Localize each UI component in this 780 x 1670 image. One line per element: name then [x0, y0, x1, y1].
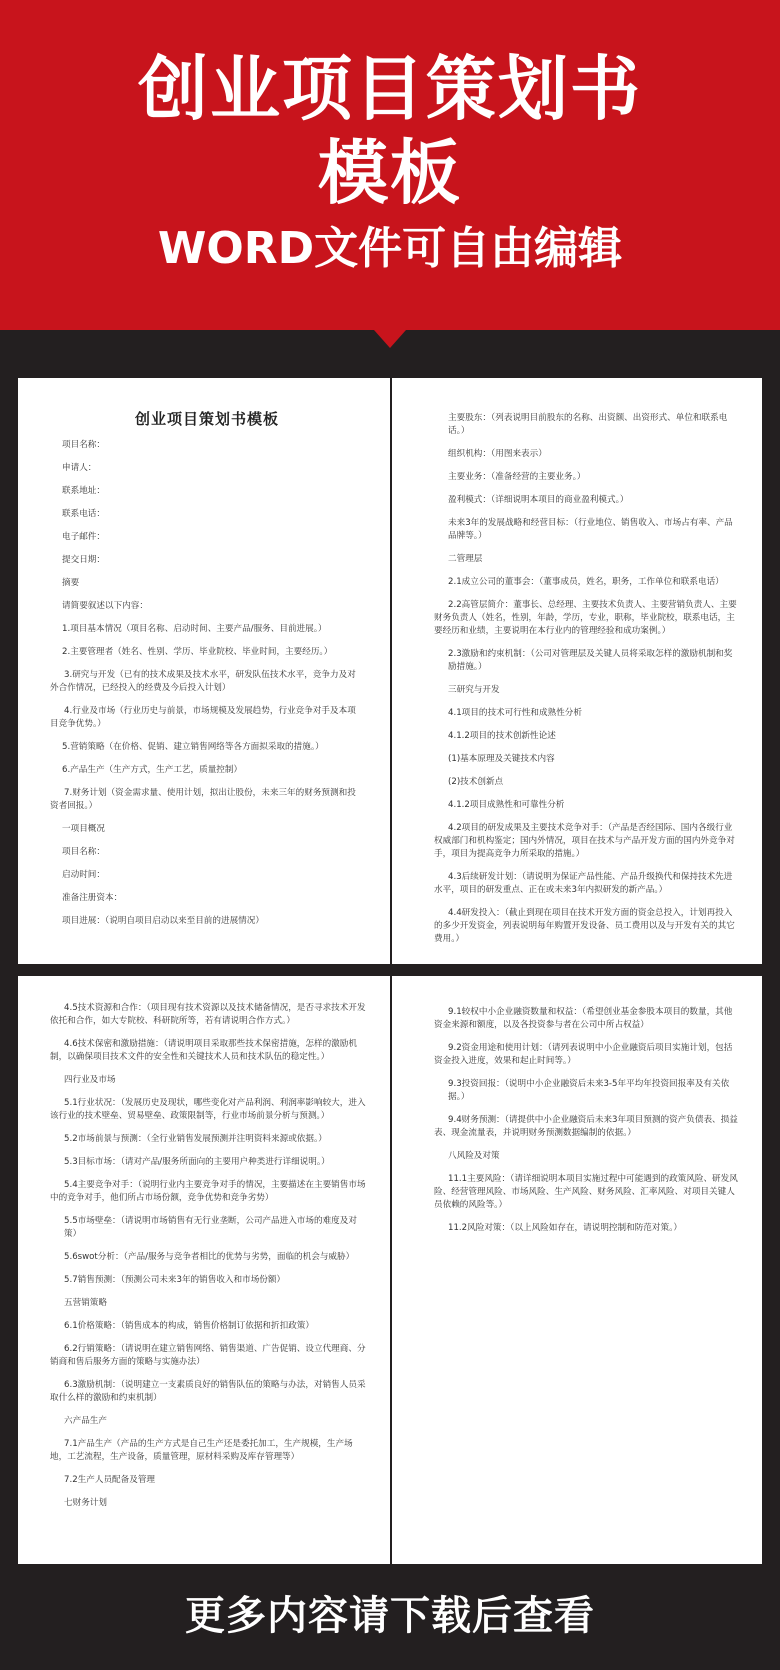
page-line: 2.3激励和约束机制：（公司对管理层及关键人员将采取怎样的激励机制和奖励措施。）: [448, 649, 733, 672]
document-title: 创业项目策划书模板: [134, 410, 279, 428]
page-line: 申请人：: [62, 463, 97, 473]
page-line: 七财务计划: [64, 1498, 107, 1508]
page-line: 5.营销策略（在价格、促销、建立销售网络等各方面拟采取的措施。）: [62, 742, 324, 752]
page-line: 盈利模式：（详细说明本项目的商业盈利模式。）: [448, 495, 629, 505]
page-line: 4.行业及市场（行业历史与前景，市场规模及发展趋势，行业竞争对手及本项目竞争优势。）: [50, 706, 356, 729]
page-line: 11.2风险对策：（以上风险如存在，请说明控制和防范对策。）: [448, 1223, 682, 1233]
page-line: 联系地址：: [62, 486, 105, 496]
document-page-2: [392, 378, 762, 964]
banner-title-line1: 创业项目策划书: [138, 48, 642, 130]
page-line: 主要股东：（列表说明目前股东的名称、出资额、出资形式、单位和联系电话。）: [448, 413, 728, 436]
page-line: 摘要: [62, 578, 80, 588]
page-line: 6.1价格策略：（销售成本的构成，销售价格制订依据和折扣政策）: [64, 1321, 314, 1331]
document-page-4: [392, 976, 762, 1564]
page-line: 5.2市场前景与预测：（全行业销售发展预测并注明资料来源或依据。）: [64, 1134, 327, 1144]
page-line: 6.3激励机制：（说明建立一支素质良好的销售队伍的策略与办法，对销售人员采取什么样的激励和约束机制）: [50, 1380, 366, 1403]
page-line: 6.产品生产（生产方式，生产工艺，质量控制）: [62, 765, 243, 775]
page-line: 5.7销售预测：（预测公司未来3年的销售收入和市场份额）: [64, 1275, 286, 1285]
header-banner: [0, 0, 780, 330]
page-line: 电子邮件：: [62, 532, 105, 542]
page-line: 3.研究与开发（已有的技术成果及技术水平，研发队伍技术水平，竞争力及对外合作情况，已经投入的经费及今后投入计划）: [50, 670, 356, 693]
banner-title-line2: 模板: [318, 132, 462, 214]
document-page-3: [18, 976, 390, 1564]
page-line: 提交日期：: [62, 555, 105, 565]
page-line: 2.2高管层简介：董事长、总经理、主要技术负责人、主要营销负责人、主要财务负责人（姓名，性别，年龄，学历，专业，职称，毕业院校，联系电话，主要经历和业绩，主要说明在本行业内的管理经验和成功案例。）: [434, 600, 737, 636]
page-line: 请简要叙述以下内容：: [62, 601, 148, 611]
page-line: 项目名称：: [62, 847, 105, 857]
page-line: 7.2生产人员配备及管理: [64, 1475, 156, 1485]
page-line: 准备注册资本：: [62, 893, 123, 903]
page-line: 项目名称：: [62, 440, 105, 450]
banner-subtitle: WORD文件可自由编辑: [157, 223, 623, 274]
page-line: 四行业及市场: [64, 1075, 116, 1085]
page-line: 5.6swot分析：（产品/服务与竞争者相比的优势与劣势，面临的机会与威胁）: [64, 1252, 355, 1262]
page-line: 5.4主要竞争对手：（说明行业内主要竞争对手的情况，主要描述在主要销售市场中的竞争对手，他们所占市场份额，竞争优势和竞争劣势）: [50, 1180, 366, 1203]
page-line: 9.1较权中小企业融资数量和权益：（希望创业基金参股本项目的数量，其他资金来源和额度，以及各投资参与者在公司中所占权益）: [434, 1007, 733, 1030]
page-line: 5.5市场壁垒：（请说明市场销售有无行业垄断，公司产品进入市场的难度及对策）: [64, 1216, 357, 1239]
page-line: 4.1.2项目的技术创新性论述: [448, 731, 556, 741]
page-line: 主要业务：（准备经营的主要业务。）: [448, 472, 586, 482]
page-line: (2)技术创新点: [448, 777, 504, 787]
page-line: 一项目概况: [62, 824, 105, 834]
page-line: 4.2项目的研发成果及主要技术竞争对手：（产品是否经国际、国内各级行业权威部门和机构鉴定；国内外情况，项目在技术与产品开发方面的国内外竞争对手，项目为提高竞争力所采取的措施。）: [434, 823, 735, 859]
download-hint: 更多内容请下载后查看: [185, 1593, 595, 1639]
page-line: 未来3年的发展战略和经营目标：（行业地位、销售收入、市场占有率、产品品牌等。）: [448, 518, 733, 541]
page-line: 5.1行业状况：（发展历史及现状，哪些变化对产品利润、利润率影响较大，进入该行业的技术壁垒、贸易壁垒、政策限制等，行业市场前景分析与预测。）: [50, 1098, 366, 1121]
page-line: 11.1主要风险：（请详细说明本项目实施过程中可能遇到的政策风险、研发风险、经营管理风险、市场风险、生产风险、财务风险、汇率风险、对项目关键人员依赖的风险等。）: [434, 1174, 738, 1210]
page-line: 三研究与开发: [448, 685, 500, 695]
page-line: 五营销策略: [64, 1298, 107, 1308]
page-line: 9.3投资回报：（说明中小企业融资后未来3-5年平均年投资回报率及有关依据。）: [448, 1079, 730, 1102]
page-line: 2.1成立公司的董事会：（董事成员，姓名，职务，工作单位和联系电话）: [448, 577, 724, 587]
page-line: 4.3后续研发计划：（请说明为保证产品性能、产品升级换代和保持技术先进水平，项目的研发重点、正在或未来3年内拟研发的新产品。）: [434, 872, 733, 895]
page-line: 4.6技术保密和激励措施：（请说明项目采取那些技术保密措施，怎样的激励机制，以确保项目技术文件的安全性和关键技术人员和技术队伍的稳定性。）: [50, 1039, 357, 1062]
page-line: 联系电话：: [62, 509, 105, 519]
page-line: 4.1.2项目成熟性和可靠性分析: [448, 800, 565, 810]
page-line: 9.4财务预测：（请提供中小企业融资后未来3年项目预测的资产负债表、损益表、现金流量表，并说明财务预测数据编制的依据。）: [434, 1115, 738, 1138]
page-line: 二管理层: [448, 554, 483, 564]
document-page-1: [18, 378, 390, 964]
page-line: 7.财务计划（资金需求量、使用计划，拟出让股份，未来三年的财务预测和投资者回报。）: [50, 788, 356, 811]
page-line: 7.1产品生产（产品的生产方式是自己生产还是委托加工，生产规模，生产场地，工艺流程，生产设备，质量管理，原材料采购及库存管理等）: [50, 1439, 353, 1462]
page-line: 六产品生产: [64, 1416, 107, 1426]
page-line: 4.4研发投入：（截止到现在项目在技术开发方面的资金总投入，计划再投入的多少开发资金，列表说明每年购置开发设备、员工费用以及与开发有关的其它费用。）: [434, 908, 735, 944]
page-line: (1)基本原理及关键技术内容: [448, 754, 555, 764]
page-line: 启动时间：: [62, 870, 105, 880]
page-line: 八风险及对策: [448, 1151, 500, 1161]
banner-pointer: [374, 330, 406, 348]
page-line: 1.项目基本情况（项目名称、启动时间、主要产品/服务、目前进展。）: [62, 624, 327, 634]
page-line: 2.主要管理者（姓名、性别、学历、毕业院校、毕业时间，主要经历。）: [62, 647, 333, 657]
page-line: 4.5技术资源和合作：（项目现有技术资源以及技术储备情况，是否寻求技术开发依托和合作，如大专院校、科研院所等，若有请说明合作方式。）: [50, 1003, 366, 1026]
page-line: 5.3目标市场：（请对产品/服务所面向的主要用户种类进行详细说明。）: [64, 1157, 330, 1167]
page-line: 6.2行销策略：（请说明在建立销售网络、销售渠道、广告促销、设立代理商、分销商和售后服务方面的策略与实施办法）: [50, 1344, 366, 1367]
page-line: 组织机构：（用图来表示）: [448, 449, 547, 459]
page-line: 9.2资金用途和使用计划：（请列表说明中小企业融资后项目实施计划，包括资金投入进度，效果和起止时间等。）: [434, 1043, 733, 1066]
page-line: 项目进展：（说明自项目启动以来至目前的进展情况）: [62, 916, 264, 926]
page-line: 4.1项目的技术可行性和成熟性分析: [448, 708, 582, 718]
